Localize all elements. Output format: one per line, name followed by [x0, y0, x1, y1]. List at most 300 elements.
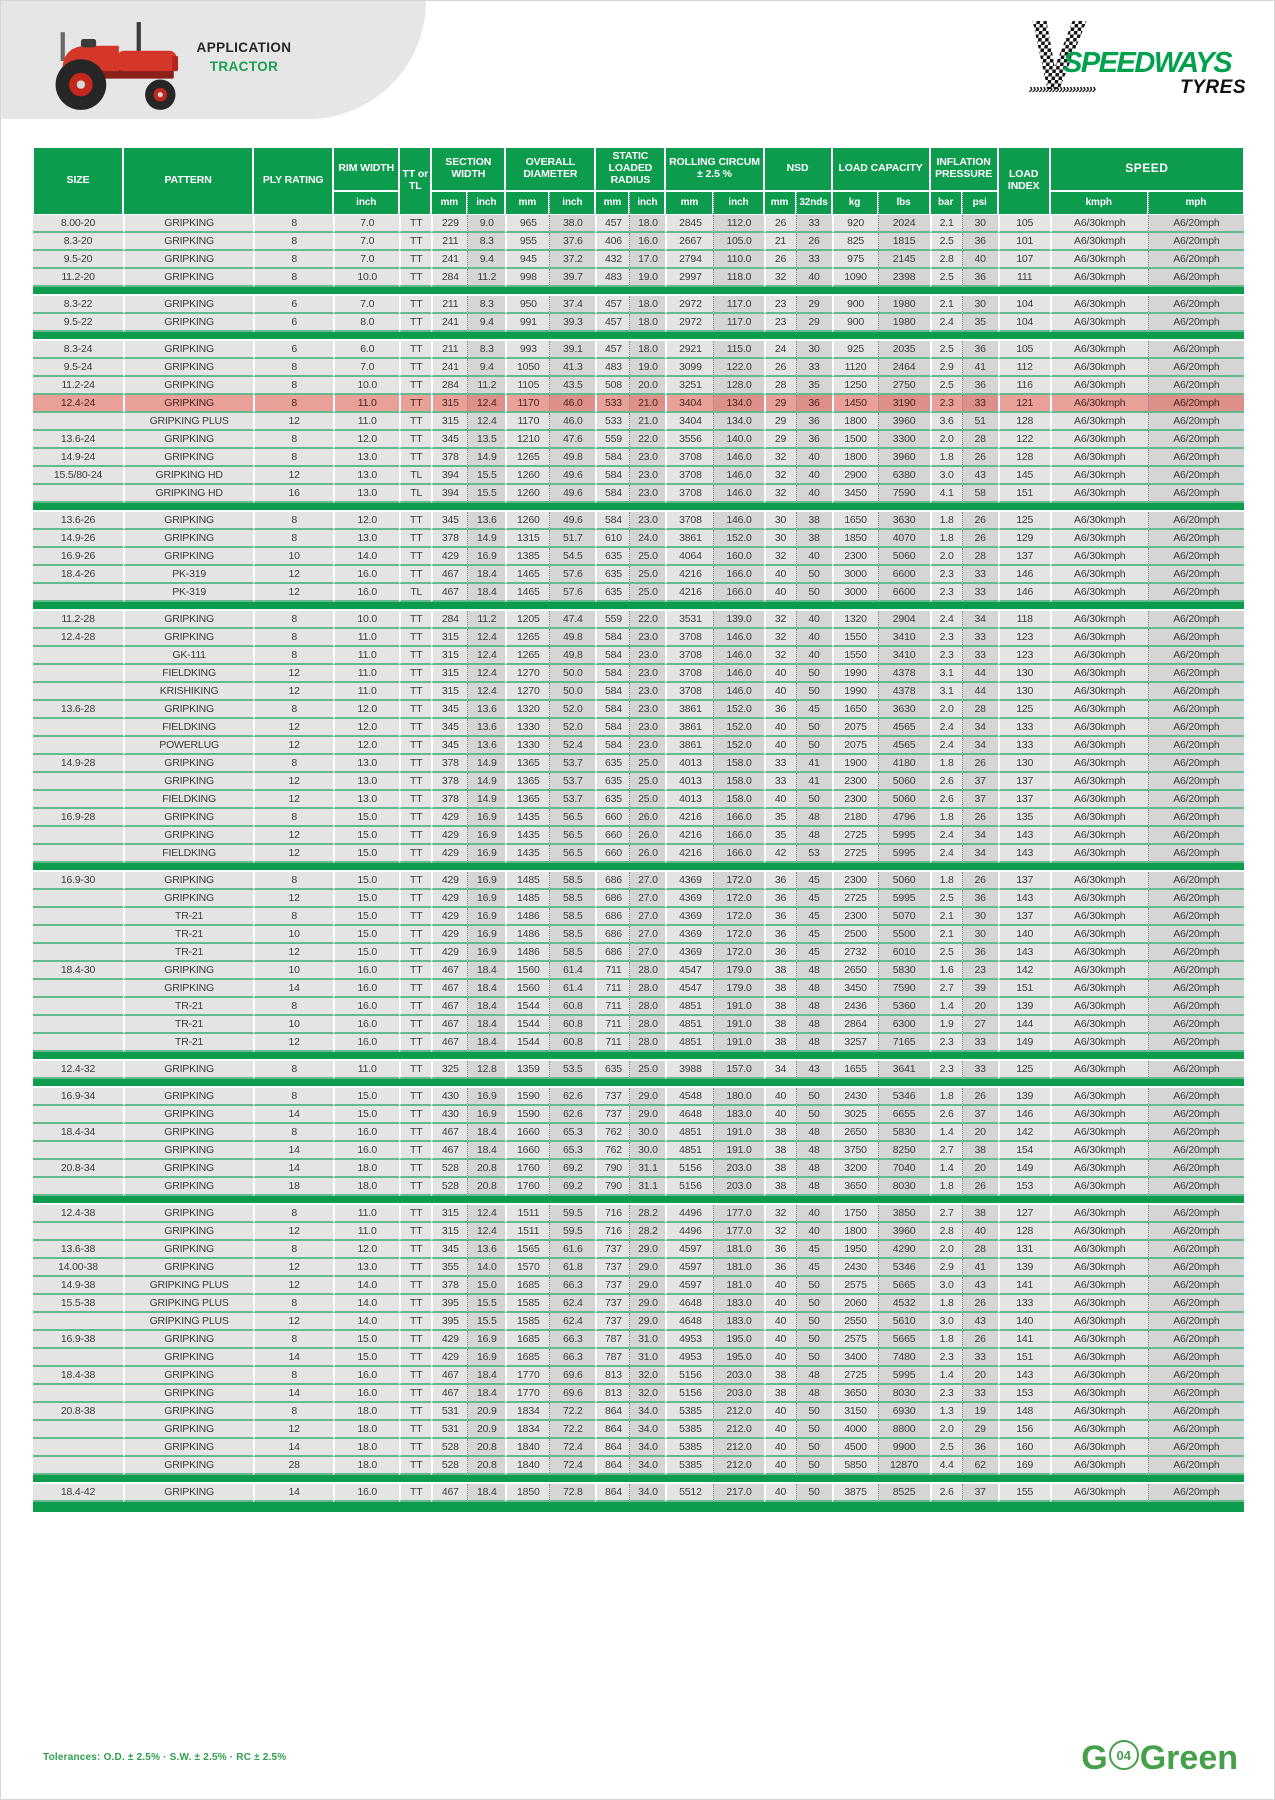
cell-overall-diameter-mm: 1685 — [505, 1349, 549, 1367]
cell-rolling-circum-mm: 5156 — [665, 1367, 713, 1385]
cell-speed-mph: A6/20mph — [1148, 908, 1244, 926]
cell-load-capacity-kg: 1800 — [832, 413, 878, 431]
cell-overall-diameter-mm: 1385 — [505, 548, 549, 566]
spec-row — [33, 719, 1244, 737]
cell-section-width-mm: 284 — [431, 611, 467, 629]
cell-speed-kmph: A6/30kmph — [1050, 377, 1148, 395]
cell-load-capacity-kg: 2900 — [832, 467, 878, 485]
cell-static-loaded-radius-mm: 584 — [595, 629, 629, 647]
cell-section-width-mm: 211 — [431, 233, 467, 251]
col-header-section-width: SECTION WIDTH — [431, 147, 505, 191]
cell-speed-kmph: A6/30kmph — [1050, 512, 1148, 530]
cell-rolling-circum-mm: 4597 — [665, 1277, 713, 1295]
cell-overall-diameter-inch: 53.7 — [549, 773, 595, 791]
cell-overall-diameter-inch: 49.6 — [549, 512, 595, 530]
cell-rolling-circum-inch: 117.0 — [713, 314, 763, 332]
cell-load-capacity-lbs: 4532 — [878, 1295, 930, 1313]
unit-rolling-mm: mm — [665, 191, 713, 215]
cell-overall-diameter-mm: 1265 — [505, 629, 549, 647]
cell-pattern: FIELDKING — [123, 791, 253, 809]
cell-static-loaded-radius-inch: 29.0 — [629, 1106, 665, 1124]
cell-static-loaded-radius-inch: 34.0 — [629, 1457, 665, 1475]
cell-overall-diameter-mm: 945 — [505, 251, 549, 269]
cell-overall-diameter-mm: 1435 — [505, 827, 549, 845]
cell-inflation-psi: 36 — [962, 341, 998, 359]
cell-nsd-32nds: 50 — [796, 584, 832, 602]
cell-static-loaded-radius-inch: 23.0 — [629, 719, 665, 737]
cell-inflation-psi: 43 — [962, 1313, 998, 1331]
cell-section-width-inch: 15.5 — [467, 467, 505, 485]
cell-nsd-32nds: 40 — [796, 485, 832, 503]
cell-nsd-mm: 21 — [764, 233, 796, 251]
cell-load-index: 105 — [998, 341, 1050, 359]
cell-rolling-circum-inch: 191.0 — [713, 1124, 763, 1142]
cell-inflation-psi: 20 — [962, 1124, 998, 1142]
cell-load-capacity-lbs: 3410 — [878, 629, 930, 647]
cell-section-width-mm: 429 — [431, 908, 467, 926]
cell-nsd-32nds: 48 — [796, 1160, 832, 1178]
cell-load-capacity-lbs: 4070 — [878, 530, 930, 548]
cell-ply-rating: 14 — [253, 1142, 333, 1160]
cell-size: 14.9-24 — [33, 449, 123, 467]
cell-rolling-circum-mm: 3861 — [665, 719, 713, 737]
cell-speed-mph: A6/20mph — [1148, 1142, 1244, 1160]
cell-rim-width: 15.0 — [333, 908, 399, 926]
cell-rolling-circum-inch: 177.0 — [713, 1205, 763, 1223]
cell-nsd-32nds: 33 — [796, 359, 832, 377]
cell-load-index: 148 — [998, 1403, 1050, 1421]
cell-static-loaded-radius-inch: 29.0 — [629, 1088, 665, 1106]
cell-rolling-circum-inch: 172.0 — [713, 944, 763, 962]
cell-inflation-psi: 33 — [962, 584, 998, 602]
cell-ply-rating: 8 — [253, 1367, 333, 1385]
cell-section-width-inch: 14.9 — [467, 755, 505, 773]
cell-speed-kmph: A6/30kmph — [1050, 1484, 1148, 1502]
cell-load-capacity-lbs: 2750 — [878, 377, 930, 395]
cell-overall-diameter-mm: 1834 — [505, 1403, 549, 1421]
cell-section-width-mm: 467 — [431, 566, 467, 584]
cell-static-loaded-radius-inch: 23.0 — [629, 665, 665, 683]
cell-ply-rating: 12 — [253, 944, 333, 962]
cell-overall-diameter-inch: 62.6 — [549, 1106, 595, 1124]
cell-speed-mph: A6/20mph — [1148, 1313, 1244, 1331]
cell-load-index: 143 — [998, 845, 1050, 863]
cell-size — [33, 845, 123, 863]
cell-speed-kmph: A6/30kmph — [1050, 1457, 1148, 1475]
cell-rolling-circum-mm: 5156 — [665, 1385, 713, 1403]
cell-load-capacity-lbs: 4565 — [878, 719, 930, 737]
cell-section-width-inch: 13.6 — [467, 1241, 505, 1259]
cell-inflation-bar: 2.3 — [930, 1034, 962, 1052]
cell-load-index: 153 — [998, 1178, 1050, 1196]
cell-section-width-inch: 13.6 — [467, 737, 505, 755]
cell-overall-diameter-inch: 53.5 — [549, 1061, 595, 1079]
cell-load-index: 127 — [998, 1205, 1050, 1223]
cell-load-capacity-lbs: 5346 — [878, 1088, 930, 1106]
cell-load-capacity-kg: 2300 — [832, 773, 878, 791]
cell-ply-rating: 12 — [253, 719, 333, 737]
cell-rim-width: 15.0 — [333, 872, 399, 890]
cell-load-index: 154 — [998, 1142, 1050, 1160]
cell-rolling-circum-inch: 146.0 — [713, 485, 763, 503]
cell-overall-diameter-inch: 61.4 — [549, 962, 595, 980]
cell-nsd-mm: 23 — [764, 314, 796, 332]
cell-speed-kmph: A6/30kmph — [1050, 530, 1148, 548]
cell-speed-kmph: A6/30kmph — [1050, 845, 1148, 863]
cell-load-capacity-lbs: 12870 — [878, 1457, 930, 1475]
cell-static-loaded-radius-inch: 17.0 — [629, 251, 665, 269]
cell-overall-diameter-inch: 56.5 — [549, 809, 595, 827]
cell-nsd-32nds: 33 — [796, 215, 832, 233]
cell-speed-mph: A6/20mph — [1148, 377, 1244, 395]
spec-row — [33, 962, 1244, 980]
cell-section-width-mm: 429 — [431, 548, 467, 566]
cell-load-capacity-lbs: 3960 — [878, 413, 930, 431]
cell-static-loaded-radius-inch: 34.0 — [629, 1484, 665, 1502]
cell-speed-kmph: A6/30kmph — [1050, 395, 1148, 413]
cell-overall-diameter-inch: 72.8 — [549, 1484, 595, 1502]
cell-pattern: GRIPKING — [123, 1259, 253, 1277]
cell-inflation-bar: 2.4 — [930, 827, 962, 845]
cell-load-capacity-lbs: 6010 — [878, 944, 930, 962]
spec-row — [33, 872, 1244, 890]
cell-load-index: 122 — [998, 431, 1050, 449]
cell-inflation-bar: 2.3 — [930, 1349, 962, 1367]
cell-overall-diameter-inch: 58.5 — [549, 926, 595, 944]
cell-size — [33, 1421, 123, 1439]
col-header-inflation-pressure: INFLATION PRESSURE — [930, 147, 998, 191]
spec-row — [33, 1349, 1244, 1367]
cell-inflation-bar: 1.8 — [930, 1295, 962, 1313]
cell-size — [33, 926, 123, 944]
cell-section-width-mm: 378 — [431, 773, 467, 791]
cell-inflation-psi: 29 — [962, 1421, 998, 1439]
cell-rim-width: 10.0 — [333, 377, 399, 395]
cell-section-width-mm: 429 — [431, 845, 467, 863]
cell-speed-mph: A6/20mph — [1148, 1061, 1244, 1079]
cell-nsd-mm: 32 — [764, 629, 796, 647]
go-green-g: G — [1081, 1739, 1108, 1777]
cell-speed-kmph: A6/30kmph — [1050, 980, 1148, 998]
cell-section-width-mm: 241 — [431, 314, 467, 332]
cell-tube-type: TT — [399, 1421, 431, 1439]
cell-rolling-circum-inch: 217.0 — [713, 1484, 763, 1502]
cell-tube-type: TT — [399, 791, 431, 809]
cell-section-width-mm: 345 — [431, 719, 467, 737]
cell-ply-rating: 8 — [253, 1295, 333, 1313]
cell-inflation-bar: 1.9 — [930, 1016, 962, 1034]
cell-speed-kmph: A6/30kmph — [1050, 647, 1148, 665]
cell-size: 12.4-24 — [33, 395, 123, 413]
cell-section-width-inch: 16.9 — [467, 1349, 505, 1367]
cell-rolling-circum-inch: 203.0 — [713, 1178, 763, 1196]
cell-rim-width: 14.0 — [333, 1313, 399, 1331]
cell-speed-kmph: A6/30kmph — [1050, 467, 1148, 485]
cell-load-capacity-lbs: 3960 — [878, 1223, 930, 1241]
cell-ply-rating: 8 — [253, 701, 333, 719]
cell-rim-width: 8.0 — [333, 314, 399, 332]
cell-inflation-psi: 28 — [962, 1241, 998, 1259]
cell-load-index: 149 — [998, 1160, 1050, 1178]
cell-speed-kmph: A6/30kmph — [1050, 1142, 1148, 1160]
cell-pattern: GRIPKING — [123, 611, 253, 629]
cell-nsd-32nds: 30 — [796, 341, 832, 359]
cell-pattern: GRIPKING — [123, 872, 253, 890]
cell-rolling-circum-inch: 115.0 — [713, 341, 763, 359]
cell-ply-rating: 8 — [253, 998, 333, 1016]
cell-tube-type: TT — [399, 269, 431, 287]
cell-nsd-mm: 38 — [764, 1367, 796, 1385]
cell-size — [33, 665, 123, 683]
cell-overall-diameter-inch: 58.5 — [549, 890, 595, 908]
cell-speed-kmph: A6/30kmph — [1050, 944, 1148, 962]
cell-static-loaded-radius-inch: 31.1 — [629, 1178, 665, 1196]
cell-load-capacity-kg: 2650 — [832, 962, 878, 980]
spec-row — [33, 1088, 1244, 1106]
spec-row — [33, 701, 1244, 719]
cell-rolling-circum-mm: 5385 — [665, 1439, 713, 1457]
cell-nsd-32nds: 50 — [796, 665, 832, 683]
cell-overall-diameter-inch: 56.5 — [549, 845, 595, 863]
cell-inflation-psi: 26 — [962, 1295, 998, 1313]
cell-rolling-circum-mm: 5385 — [665, 1403, 713, 1421]
cell-inflation-psi: 33 — [962, 1061, 998, 1079]
cell-size: 15.5-38 — [33, 1295, 123, 1313]
cell-speed-mph: A6/20mph — [1148, 413, 1244, 431]
cell-static-loaded-radius-inch: 34.0 — [629, 1439, 665, 1457]
cell-load-capacity-kg: 900 — [832, 314, 878, 332]
cell-rim-width: 18.0 — [333, 1160, 399, 1178]
cell-load-index: 104 — [998, 314, 1050, 332]
col-header-static-loaded-radius: STATIC LOADED RADIUS — [595, 147, 665, 191]
cell-section-width-mm: 429 — [431, 1349, 467, 1367]
cell-ply-rating: 12 — [253, 773, 333, 791]
cell-ply-rating: 12 — [253, 890, 333, 908]
cell-load-capacity-kg: 2180 — [832, 809, 878, 827]
cell-static-loaded-radius-inch: 23.0 — [629, 449, 665, 467]
cell-speed-mph: A6/20mph — [1148, 485, 1244, 503]
cell-load-capacity-kg: 3450 — [832, 980, 878, 998]
cell-nsd-32nds: 45 — [796, 890, 832, 908]
cell-size: 11.2-28 — [33, 611, 123, 629]
cell-rolling-circum-inch: 152.0 — [713, 719, 763, 737]
cell-section-width-mm: 429 — [431, 1331, 467, 1349]
cell-rolling-circum-inch: 203.0 — [713, 1385, 763, 1403]
cell-inflation-bar: 2.3 — [930, 584, 962, 602]
cell-rolling-circum-mm: 4013 — [665, 755, 713, 773]
cell-static-loaded-radius-mm: 457 — [595, 341, 629, 359]
cell-load-index: 125 — [998, 701, 1050, 719]
cell-nsd-mm: 28 — [764, 377, 796, 395]
col-header-rim-width: RIM WIDTH — [333, 147, 399, 191]
cell-section-width-inch: 20.8 — [467, 1178, 505, 1196]
cell-inflation-psi: 23 — [962, 962, 998, 980]
cell-load-capacity-lbs: 5060 — [878, 548, 930, 566]
cell-static-loaded-radius-mm: 584 — [595, 683, 629, 701]
cell-pattern: GRIPKING — [123, 827, 253, 845]
cell-rim-width: 16.0 — [333, 1385, 399, 1403]
cell-size: 14.9-28 — [33, 755, 123, 773]
cell-ply-rating: 14 — [253, 1106, 333, 1124]
cell-static-loaded-radius-mm: 584 — [595, 719, 629, 737]
cell-size — [33, 1178, 123, 1196]
cell-pattern: PK-319 — [123, 584, 253, 602]
cell-speed-kmph: A6/30kmph — [1050, 1313, 1148, 1331]
cell-section-width-inch: 9.4 — [467, 251, 505, 269]
cell-load-index: 133 — [998, 737, 1050, 755]
cell-speed-mph: A6/20mph — [1148, 629, 1244, 647]
cell-ply-rating: 12 — [253, 683, 333, 701]
cell-speed-mph: A6/20mph — [1148, 1439, 1244, 1457]
cell-inflation-bar: 1.4 — [930, 1124, 962, 1142]
cell-rim-width: 15.0 — [333, 1349, 399, 1367]
cell-static-loaded-radius-inch: 21.0 — [629, 413, 665, 431]
cell-speed-kmph: A6/30kmph — [1050, 548, 1148, 566]
cell-speed-mph: A6/20mph — [1148, 1331, 1244, 1349]
cell-load-capacity-lbs: 4290 — [878, 1241, 930, 1259]
cell-speed-kmph: A6/30kmph — [1050, 998, 1148, 1016]
cell-size: 14.9-38 — [33, 1277, 123, 1295]
cell-overall-diameter-mm: 993 — [505, 341, 549, 359]
cell-section-width-inch: 11.2 — [467, 611, 505, 629]
cell-rolling-circum-inch: 183.0 — [713, 1295, 763, 1313]
cell-tube-type: TT — [399, 431, 431, 449]
spec-row — [33, 737, 1244, 755]
cell-load-capacity-lbs: 6930 — [878, 1403, 930, 1421]
cell-pattern: FIELDKING — [123, 665, 253, 683]
cell-section-width-inch: 16.9 — [467, 890, 505, 908]
cell-size: 18.4-30 — [33, 962, 123, 980]
cell-inflation-psi: 33 — [962, 395, 998, 413]
cell-pattern: GRIPKING — [123, 755, 253, 773]
cell-rim-width: 13.0 — [333, 773, 399, 791]
cell-rolling-circum-inch: 166.0 — [713, 566, 763, 584]
cell-pattern: GRIPKING — [123, 512, 253, 530]
cell-static-loaded-radius-mm: 686 — [595, 890, 629, 908]
cell-size: 15.5/80-24 — [33, 467, 123, 485]
cell-rolling-circum-mm: 4369 — [665, 944, 713, 962]
cell-speed-mph: A6/20mph — [1148, 647, 1244, 665]
cell-section-width-mm: 467 — [431, 1034, 467, 1052]
cell-rolling-circum-mm: 4369 — [665, 926, 713, 944]
cell-static-loaded-radius-mm: 813 — [595, 1385, 629, 1403]
cell-load-capacity-lbs: 7590 — [878, 485, 930, 503]
cell-section-width-inch: 16.9 — [467, 1106, 505, 1124]
cell-load-capacity-lbs: 6655 — [878, 1106, 930, 1124]
cell-static-loaded-radius-mm: 762 — [595, 1124, 629, 1142]
cell-static-loaded-radius-inch: 29.0 — [629, 1259, 665, 1277]
cell-section-width-mm: 355 — [431, 1259, 467, 1277]
cell-load-index: 128 — [998, 449, 1050, 467]
cell-inflation-bar: 2.4 — [930, 737, 962, 755]
spec-row — [33, 773, 1244, 791]
cell-pattern: FIELDKING — [123, 719, 253, 737]
cell-load-index: 125 — [998, 512, 1050, 530]
cell-rolling-circum-mm: 4496 — [665, 1223, 713, 1241]
cell-load-index: 130 — [998, 665, 1050, 683]
cell-ply-rating: 28 — [253, 1457, 333, 1475]
cell-section-width-inch: 15.5 — [467, 485, 505, 503]
cell-load-capacity-lbs: 8250 — [878, 1142, 930, 1160]
cell-nsd-32nds: 41 — [796, 755, 832, 773]
cell-speed-mph: A6/20mph — [1148, 1367, 1244, 1385]
cell-pattern: GRIPKING — [123, 251, 253, 269]
cell-load-index: 131 — [998, 1241, 1050, 1259]
cell-inflation-psi: 51 — [962, 413, 998, 431]
cell-speed-kmph: A6/30kmph — [1050, 431, 1148, 449]
cell-section-width-inch: 8.3 — [467, 341, 505, 359]
cell-ply-rating: 12 — [253, 1421, 333, 1439]
cell-static-loaded-radius-mm: 635 — [595, 566, 629, 584]
cell-load-capacity-kg: 2725 — [832, 845, 878, 863]
cell-load-index: 153 — [998, 1385, 1050, 1403]
cell-nsd-mm: 29 — [764, 395, 796, 413]
cell-rolling-circum-inch: 181.0 — [713, 1259, 763, 1277]
cell-section-width-inch: 12.8 — [467, 1061, 505, 1079]
cell-section-width-inch: 20.9 — [467, 1403, 505, 1421]
cell-nsd-mm: 32 — [764, 548, 796, 566]
cell-inflation-bar: 4.4 — [930, 1457, 962, 1475]
cell-tube-type: TT — [399, 512, 431, 530]
cell-load-index: 151 — [998, 980, 1050, 998]
cell-inflation-psi: 36 — [962, 377, 998, 395]
cell-overall-diameter-inch: 53.7 — [549, 755, 595, 773]
cell-rolling-circum-inch: 112.0 — [713, 215, 763, 233]
cell-section-width-inch: 8.3 — [467, 296, 505, 314]
spec-row — [33, 1421, 1244, 1439]
cell-size: 20.8-34 — [33, 1160, 123, 1178]
cell-pattern: TR-21 — [123, 926, 253, 944]
cell-load-index: 141 — [998, 1331, 1050, 1349]
cell-rolling-circum-mm: 3861 — [665, 701, 713, 719]
cell-ply-rating: 14 — [253, 1484, 333, 1502]
cell-inflation-bar: 3.6 — [930, 413, 962, 431]
cell-nsd-32nds: 45 — [796, 926, 832, 944]
col-header-ply-rating: PLY RATING — [253, 147, 333, 215]
cell-inflation-psi: 33 — [962, 629, 998, 647]
cell-static-loaded-radius-inch: 32.0 — [629, 1367, 665, 1385]
cell-load-index: 151 — [998, 485, 1050, 503]
cell-load-capacity-kg: 2725 — [832, 827, 878, 845]
cell-rim-width: 10.0 — [333, 269, 399, 287]
cell-load-capacity-lbs: 8030 — [878, 1385, 930, 1403]
cell-overall-diameter-inch: 72.2 — [549, 1421, 595, 1439]
spec-row — [33, 809, 1244, 827]
cell-section-width-inch: 16.9 — [467, 1331, 505, 1349]
cell-nsd-32nds: 40 — [796, 467, 832, 485]
cell-nsd-32nds: 48 — [796, 998, 832, 1016]
cell-rim-width: 15.0 — [333, 890, 399, 908]
cell-static-loaded-radius-inch: 28.0 — [629, 1016, 665, 1034]
unit-rolling-inch: inch — [713, 191, 763, 215]
cell-inflation-psi: 26 — [962, 530, 998, 548]
cell-pattern: GRIPKING — [123, 1439, 253, 1457]
cell-nsd-32nds: 48 — [796, 1034, 832, 1052]
cell-nsd-32nds: 48 — [796, 980, 832, 998]
cell-overall-diameter-inch: 66.3 — [549, 1331, 595, 1349]
cell-load-capacity-lbs: 3641 — [878, 1061, 930, 1079]
cell-load-capacity-kg: 2430 — [832, 1088, 878, 1106]
cell-static-loaded-radius-inch: 18.0 — [629, 296, 665, 314]
cell-load-capacity-lbs: 4565 — [878, 737, 930, 755]
cell-overall-diameter-mm: 1685 — [505, 1331, 549, 1349]
cell-rolling-circum-inch: 191.0 — [713, 1142, 763, 1160]
cell-overall-diameter-mm: 1210 — [505, 431, 549, 449]
cell-static-loaded-radius-inch: 29.0 — [629, 1313, 665, 1331]
cell-rolling-circum-inch: 146.0 — [713, 665, 763, 683]
cell-load-index: 112 — [998, 359, 1050, 377]
cell-size: 14.00-38 — [33, 1259, 123, 1277]
